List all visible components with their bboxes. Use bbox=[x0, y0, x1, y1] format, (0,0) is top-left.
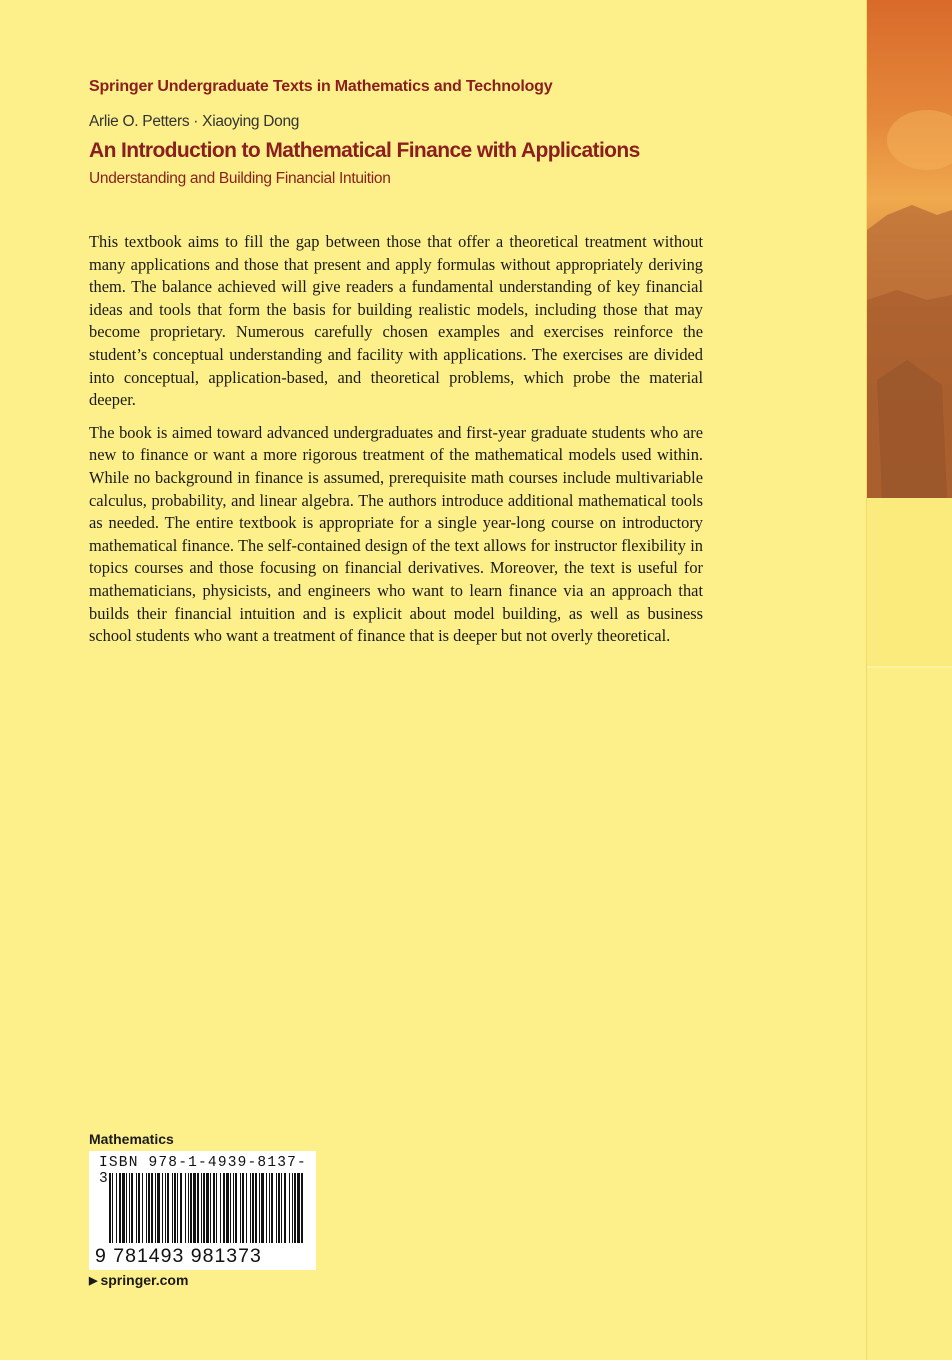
blurb-paragraph: The book is aimed toward advanced undergraduates and first-year graduate students who are new to finance or want a more rigorous treatment of the mathematical models used within. While no background in finance is assumed, prerequisite math courses include multivariable calculus, probability, and linear algebra. The authors introduce additional mathematical tools as needed. The entire textbook is appropriate for a single year-long course on introductory mathematical finance. The self-contained design of the text allows for instructor flexibility in topics courses and those focusing on financial derivatives. Moreover, the text is useful for mathematicians, physicists, and engineers who want to learn finance via an approach that builds their financial intuition and is explicit about model building, as well as business school students who want a treatment of finance that is deeper but not overly theoretical. bbox=[89, 422, 703, 646]
barcode-bar bbox=[292, 1173, 293, 1243]
website-link[interactable] bbox=[89, 1272, 188, 1288]
barcode-bar bbox=[250, 1173, 251, 1243]
barcode-bar bbox=[148, 1173, 150, 1243]
isbn-label: ISBN 978-1-4939-8137-3 bbox=[99, 1155, 307, 1187]
barcode-bar bbox=[180, 1173, 182, 1243]
barcode-bar bbox=[206, 1173, 209, 1243]
barcode-bar bbox=[203, 1173, 205, 1243]
barcode-bar bbox=[235, 1173, 237, 1243]
barcode-bar bbox=[278, 1173, 280, 1243]
barcode-bar bbox=[126, 1173, 127, 1243]
barcode-bar bbox=[142, 1173, 143, 1243]
barcode-bar bbox=[269, 1173, 270, 1243]
subject-label: Mathematics bbox=[89, 1131, 174, 1147]
barcode-bar bbox=[233, 1173, 234, 1243]
barcode-bar bbox=[252, 1173, 254, 1243]
arrow-right-icon: ▶ bbox=[89, 1275, 98, 1287]
barcode-bar bbox=[242, 1173, 244, 1243]
barcode-bar bbox=[151, 1173, 153, 1243]
barcode-bar bbox=[294, 1173, 296, 1243]
barcode-bar bbox=[165, 1173, 166, 1243]
barcode-bar bbox=[226, 1173, 229, 1243]
barcode-bar bbox=[138, 1173, 140, 1243]
barcode-bar bbox=[223, 1173, 225, 1243]
barcode-bar bbox=[119, 1173, 121, 1243]
barcode-bar bbox=[201, 1173, 202, 1243]
barcode-bar bbox=[301, 1173, 303, 1243]
barcode-bar bbox=[246, 1173, 247, 1243]
barcode-bar bbox=[190, 1173, 192, 1243]
barcode-bar bbox=[129, 1173, 130, 1243]
barcode-bar bbox=[216, 1173, 217, 1243]
website-text: springer.com bbox=[100, 1272, 189, 1288]
barcode-bar bbox=[136, 1173, 137, 1243]
barcode-bar bbox=[230, 1173, 231, 1243]
barcode-bar bbox=[185, 1173, 186, 1243]
barcode-bar bbox=[174, 1173, 176, 1243]
barcode-bar bbox=[193, 1173, 196, 1243]
barcode-bar bbox=[259, 1173, 260, 1243]
barcode-bar bbox=[112, 1173, 113, 1243]
barcode-bar bbox=[213, 1173, 215, 1243]
barcode-bar bbox=[220, 1173, 221, 1243]
barcode-bar bbox=[266, 1173, 267, 1243]
barcode-bar bbox=[240, 1173, 241, 1243]
barcode-digits: 9 781493 981373 bbox=[95, 1245, 262, 1267]
barcode-bar bbox=[131, 1173, 133, 1243]
barcode-bar bbox=[210, 1173, 211, 1243]
edge-band bbox=[867, 498, 952, 668]
barcode-bar bbox=[177, 1173, 178, 1243]
cover-photo-strip bbox=[867, 0, 952, 498]
barcode-bar bbox=[276, 1173, 277, 1243]
barcode-bar bbox=[146, 1173, 147, 1243]
barcode-bar bbox=[284, 1173, 286, 1243]
book-title: An Introduction to Mathematical Finance with Applications bbox=[89, 139, 640, 162]
barcode-bar bbox=[157, 1173, 160, 1243]
barcode-bar bbox=[255, 1173, 257, 1243]
barcode-bar bbox=[188, 1173, 189, 1243]
barcode-bar bbox=[261, 1173, 264, 1243]
barcode-bar bbox=[116, 1173, 117, 1243]
barcode-bar bbox=[122, 1173, 125, 1243]
barcode-bar bbox=[167, 1173, 169, 1243]
blurb bbox=[89, 231, 703, 658]
barcode-bar bbox=[109, 1173, 111, 1243]
blurb-paragraph: This textbook aims to fill the gap between those that offer a theoretical treatment without many applications and those that present and apply formulas without appropriately deriving them. The balance achieved will give readers a fundamental understanding of key financial ideas and tools that form the basis for building realistic models, including those that may become proprietary. Numerous carefully chosen examples and exercises reinforce the student’s conceptual understanding and facility with applications. The exercises are divided into conceptual, application-based, and theoretical problems, which probe the material deeper. bbox=[89, 232, 703, 410]
edge-band-lower bbox=[867, 668, 952, 1360]
series-title: Springer Undergraduate Texts in Mathematics and Technology bbox=[89, 78, 553, 95]
isbn-barcode bbox=[89, 1151, 316, 1270]
barcode-bar bbox=[271, 1173, 273, 1243]
barcode-bars bbox=[109, 1173, 309, 1249]
barcode-bar bbox=[289, 1173, 290, 1243]
authors: Arlie O. Petters · Xiaoying Dong bbox=[89, 113, 300, 130]
barcode-bar bbox=[281, 1173, 282, 1243]
barcode-bar bbox=[197, 1173, 199, 1243]
barcode-bar bbox=[297, 1173, 300, 1243]
barcode-bar bbox=[155, 1173, 156, 1243]
barcode-bar bbox=[162, 1173, 163, 1243]
book-subtitle: Understanding and Building Financial Intuition bbox=[89, 170, 391, 187]
barcode-bar bbox=[172, 1173, 173, 1243]
